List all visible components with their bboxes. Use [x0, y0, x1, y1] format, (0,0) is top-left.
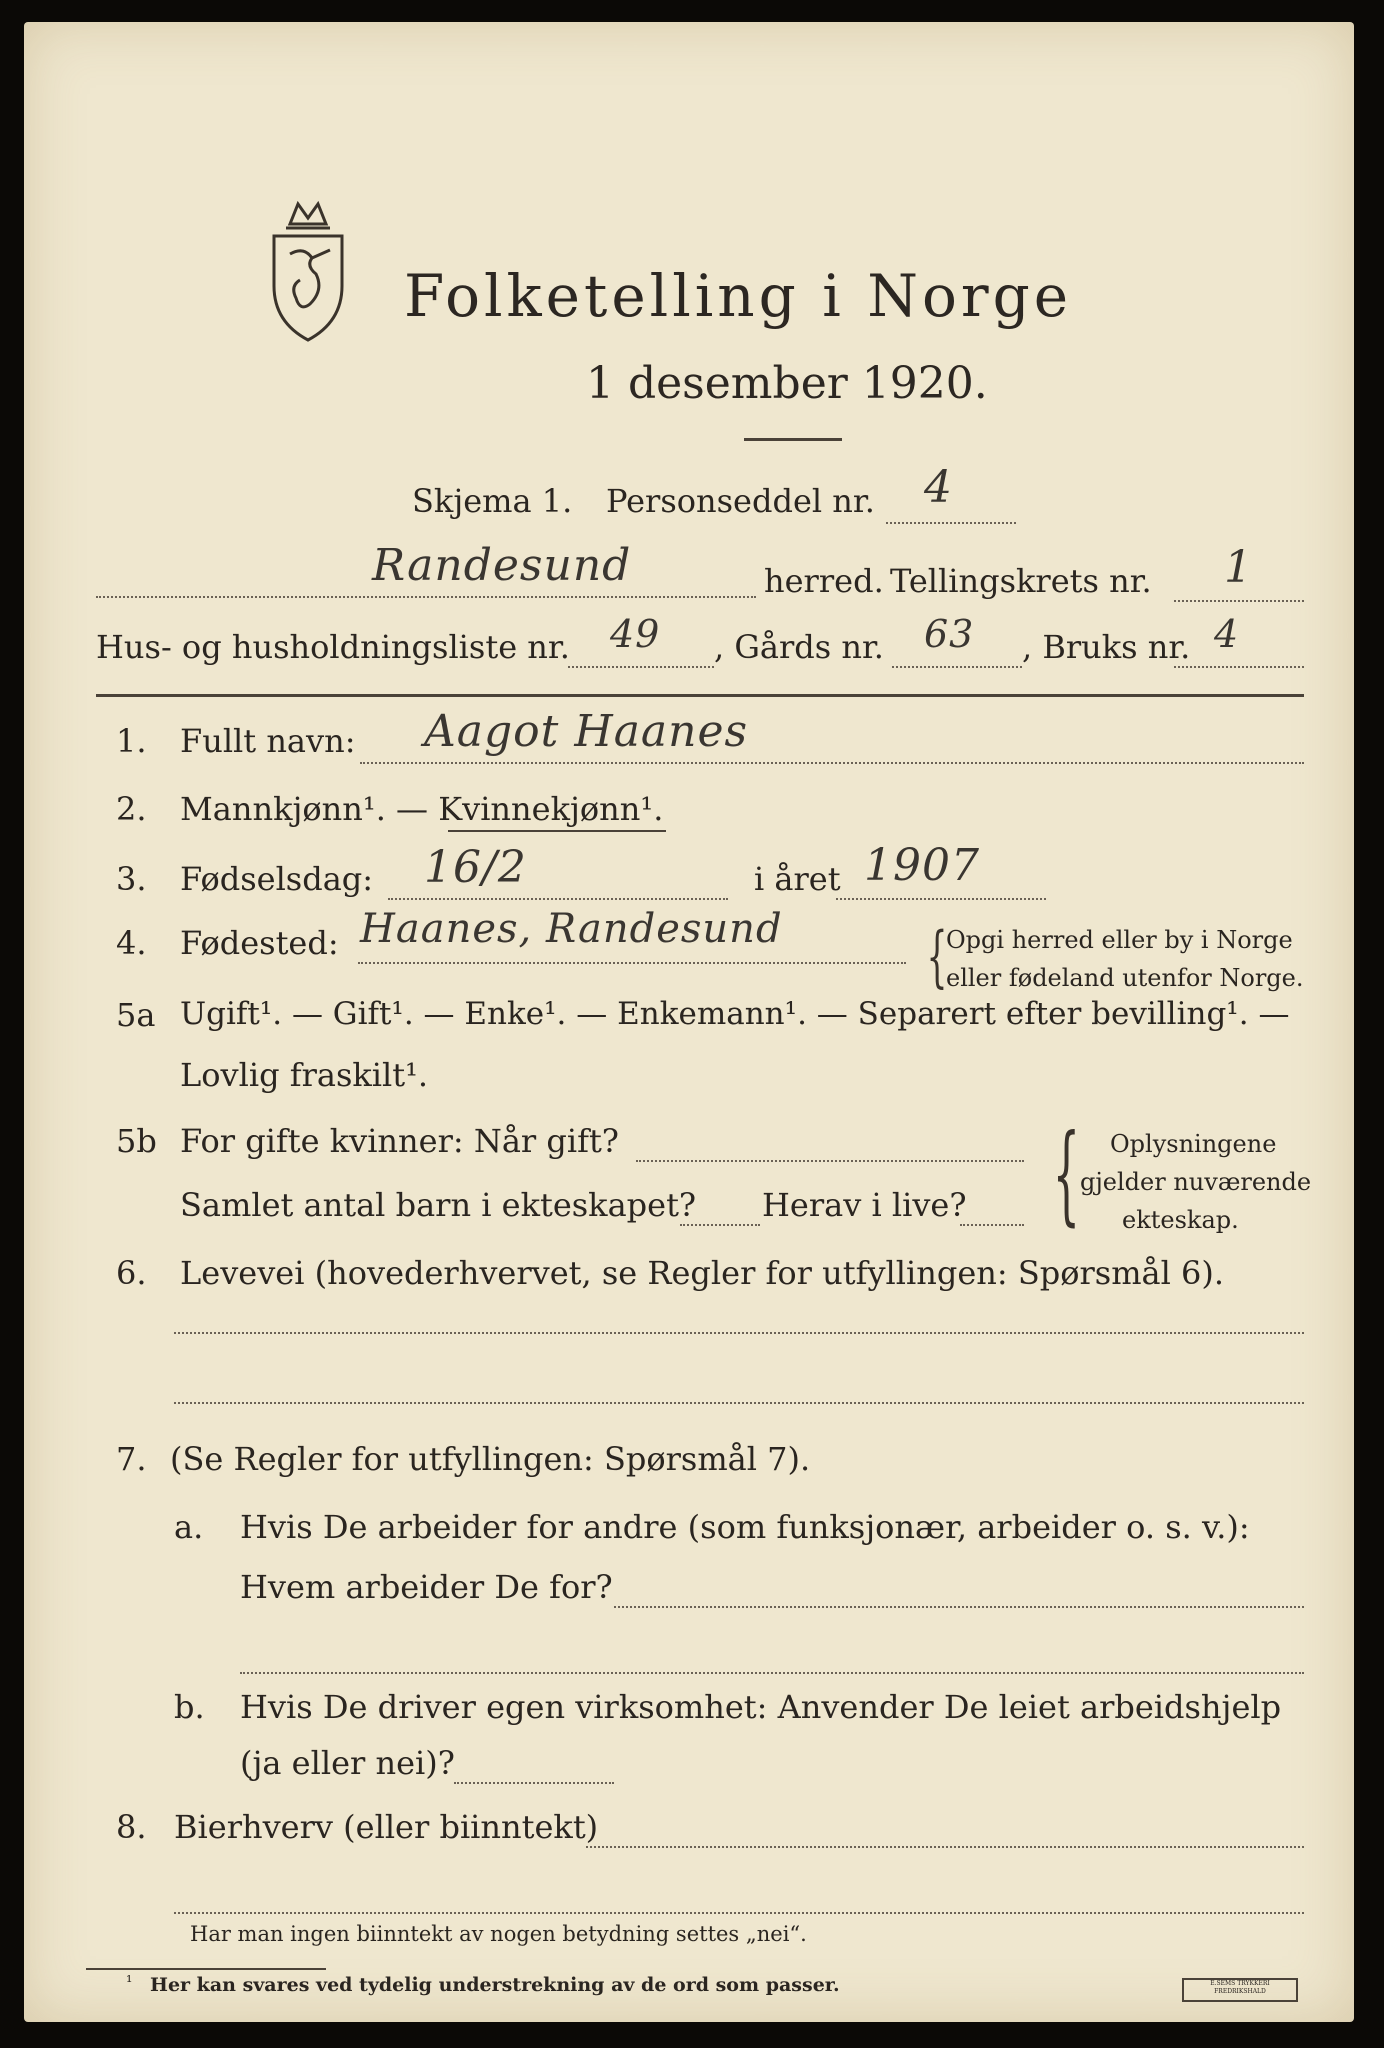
q5b-number: 5b	[116, 1122, 157, 1160]
printer-stamp	[1182, 1978, 1298, 2002]
q3-year-label: i året	[754, 860, 841, 898]
q2-number: 2.	[116, 790, 147, 828]
footnote-divider	[86, 1968, 326, 1970]
q7a-employer-label: Hvem arbeider De for?	[240, 1568, 613, 1606]
q7-label: (Se Regler for utfyllingen: Spørsmål 7).	[170, 1440, 811, 1478]
q5a-marital-options-cont: Lovlig fraskilt¹.	[180, 1056, 429, 1094]
q5b-when-married-label: For gifte kvinner: Når gift?	[180, 1122, 619, 1160]
q8-answer-line2	[174, 1912, 1304, 1914]
q3-label: Fødselsdag:	[180, 860, 374, 898]
q5b-note-line1: Oplysningene	[1110, 1130, 1277, 1158]
q5a-number: 5a	[116, 996, 156, 1034]
gards-value: 63	[924, 612, 975, 656]
herred-label: herred.	[764, 562, 884, 600]
q5b-brace: {	[1052, 1112, 1081, 1237]
q8-label: Bierhverv (eller biinntekt)	[174, 1808, 599, 1846]
bruks-label: , Bruks nr.	[1022, 628, 1191, 666]
kvinnekjonn-underline	[448, 830, 666, 832]
q6-answer-line2	[174, 1402, 1304, 1404]
q3-birthday-value: 16/2	[424, 842, 527, 893]
hus-label: Hus- og husholdningsliste nr.	[96, 628, 570, 666]
bruks-value: 4	[1214, 612, 1240, 656]
q5b-children-label: Samlet antal barn i ekteskapet?	[180, 1186, 697, 1224]
tellingskrets-label: Tellingskrets nr.	[890, 562, 1152, 600]
personseddel-value: 4	[924, 462, 953, 513]
q7b-letter: b.	[174, 1688, 205, 1726]
q4-brace: {	[926, 918, 948, 995]
q7a-letter: a.	[174, 1508, 204, 1546]
q7-number: 7.	[116, 1440, 147, 1478]
q5b-note-line3: ekteskap.	[1122, 1206, 1239, 1234]
census-date: 1 desember 1920.	[586, 358, 988, 409]
q6-label: Levevei (hovederhvervet, se Regler for utfyllingen: Spørsmål 6).	[180, 1254, 1225, 1292]
header-divider	[96, 694, 1304, 697]
q1-full-name-value: Aagot Haanes	[424, 706, 749, 757]
footnote-mark: ¹	[126, 1972, 133, 1991]
q4-note-line2: eller fødeland utenfor Norge.	[946, 964, 1304, 992]
skjema-label: Skjema 1.	[412, 482, 573, 520]
census-form-page	[24, 22, 1354, 2022]
hus-value: 49	[610, 612, 661, 656]
q4-birthplace-value: Haanes, Randesund	[360, 906, 783, 952]
q6-number: 6.	[116, 1254, 147, 1292]
q7b-yes-no-label: (ja eller nei)?	[240, 1744, 455, 1782]
q4-note-line1: Opgi herred eller by i Norge	[946, 926, 1293, 954]
q4-number: 4.	[116, 924, 147, 962]
norway-coat-of-arms-icon	[260, 194, 356, 344]
q5b-note-line2: gjelder nuværende	[1080, 1168, 1312, 1196]
q6-answer-line1	[174, 1332, 1304, 1334]
footnote-text: Her kan svares ved tydelig understrekning av de ord som passer.	[150, 1974, 840, 1996]
q7a-answer-line2	[240, 1672, 1304, 1674]
tellingskrets-value: 1	[1224, 542, 1253, 593]
q7b-question: Hvis De driver egen virksomhet: Anvender De leiet arbeidshjelp	[240, 1688, 1282, 1726]
personseddel-label: Personseddel nr.	[606, 482, 875, 520]
page-title: Folketelling i Norge	[404, 262, 1073, 330]
herred-value: Randesund	[372, 540, 632, 591]
q1-label: Fullt navn:	[180, 722, 356, 760]
title-divider	[744, 438, 842, 441]
q4-label: Fødested:	[180, 924, 339, 962]
q1-number: 1.	[116, 722, 147, 760]
q5a-marital-options: Ugift¹. — Gift¹. — Enke¹. — Enkemann¹. — Separert efter bevilling¹. —	[180, 996, 1290, 1032]
q3-number: 3.	[116, 860, 147, 898]
printer-stamp-text: E.SEMS TRYKKERI FREDRIKSHALD	[1210, 1980, 1270, 1995]
q7a-question: Hvis De arbeider for andre (som funksjonær, arbeider o. s. v.):	[240, 1508, 1250, 1546]
q5b-alive-label: Herav i live?	[762, 1186, 967, 1224]
gards-label: , Gårds nr.	[714, 628, 884, 666]
q2-gender-options: Mannkjønn¹. — Kvinnekjønn¹.	[180, 790, 664, 828]
q8-number: 8.	[116, 1808, 147, 1846]
q8-note: Har man ingen biinntekt av nogen betydning settes „nei“.	[190, 1922, 807, 1946]
q3-year-value: 1907	[864, 840, 980, 891]
